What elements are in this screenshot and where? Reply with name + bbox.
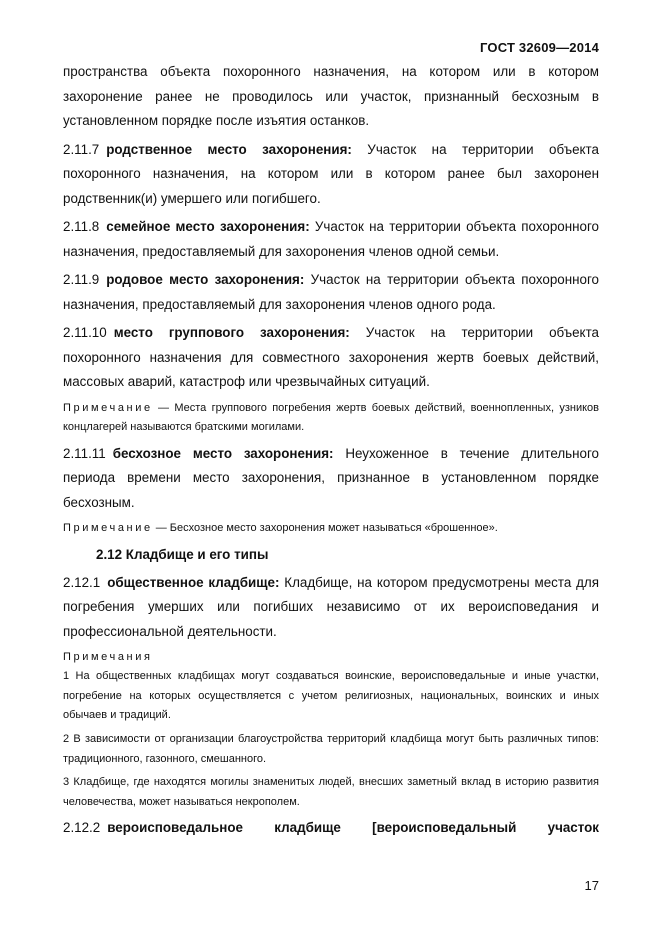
term: место группового захоронения: <box>113 325 350 340</box>
page-number: 17 <box>584 878 599 893</box>
term: родовое место захоронения: <box>106 272 305 287</box>
term: родственное место захоронения: <box>106 141 352 157</box>
paragraph-text: пространства объекта похоронного назначения, на котором или в котором захоронение ранее не проводилось или участок, признанный бесхозным в установленном порядке после изъятия останков. <box>63 64 599 128</box>
clause-number: 2.11.10 <box>63 325 107 340</box>
definition-2-11-10 <box>63 321 599 395</box>
definition-text: Кладбище, на котором предусмотрены места для погребения умерших или погибших независимо от их вероисповедания и профессиональной деятельности. <box>63 574 600 639</box>
clause-number: 2.11.9 <box>63 272 100 287</box>
term: общественное кладбище: <box>107 574 280 590</box>
definition-text: Участок на территории объекта похоронного назначения, предоставляемый для захоронения членов одного рода. <box>63 272 599 312</box>
note-2-11-10 <box>63 399 599 438</box>
definition-2-11-7 <box>63 138 599 212</box>
section-heading: 2.12 Кладбище и его типы <box>96 546 269 562</box>
term: вероисповедальное кладбище [вероисповедальный участок <box>107 820 599 836</box>
clause-number: 2.11.11 <box>63 445 106 461</box>
definition-text: Участок на территории объекта похоронного назначения для совместного захоронения жертв боевых действий, массовых аварий, катастроф или чрезвычайных ситуаций. <box>63 325 599 389</box>
note-item-3: 3 Кладбище, где находятся могилы знаменитых людей, внесших заметный вклад в историю развития человечества, может называться некрополем. <box>63 776 599 808</box>
definition-2-12-2 <box>63 816 599 841</box>
paragraph-continuation <box>63 60 599 134</box>
note-label: Примечание <box>63 401 153 414</box>
definition-text: Участок на территории объекта похоронного назначения, предоставляемый для захоронения членов одной семьи. <box>63 219 599 259</box>
note-item-2: 2 В зависимости от организации благоустройства территорий кладбища могут быть различных типов: традиционного, газонного, смешанного. <box>63 733 599 765</box>
note-text: — Бесхозное место захоронения может называться «брошенное». <box>152 522 498 535</box>
definition-2-11-8 <box>63 215 599 264</box>
note-item-1: 1 На общественных кладбищах могут создаваться воинские, вероисповедальные и иные участки, погребение на которых осуществляется с учетом религиозных, национальных, воинских и иных обычаев и традиций. <box>63 670 599 722</box>
document-body <box>63 60 599 845</box>
definition-text: Участок на территории объекта похоронного назначения, на котором или в котором ранее был захоронен родственник(и) умершего или погибшего. <box>63 141 599 206</box>
note-label: Примечание <box>63 522 153 535</box>
clause-number: 2.11.7 <box>63 141 100 157</box>
document-code: ГОСТ 32609—2014 <box>480 40 599 55</box>
clause-number: 2.12.1 <box>63 574 101 590</box>
note-text: — Места группового погребения жертв боевых действий, военнопленных, узников концлагерей называются братскими могилами. <box>63 401 599 434</box>
term: семейное место захоронения: <box>106 219 310 234</box>
definition-2-12-1 <box>63 571 599 645</box>
notes-label: Примечания <box>63 651 153 664</box>
clause-number: 2.12.2 <box>63 820 101 836</box>
definition-text: Неухоженное в течение длительного периода времени место захоронения, признанное в установленном порядке бесхозным. <box>63 445 599 510</box>
definition-2-11-11 <box>63 442 599 516</box>
definition-2-11-9 <box>63 268 599 317</box>
term: бесхозное место захоронения: <box>112 445 334 461</box>
clause-number: 2.11.8 <box>63 219 100 234</box>
note-2-11-11 <box>63 519 599 539</box>
